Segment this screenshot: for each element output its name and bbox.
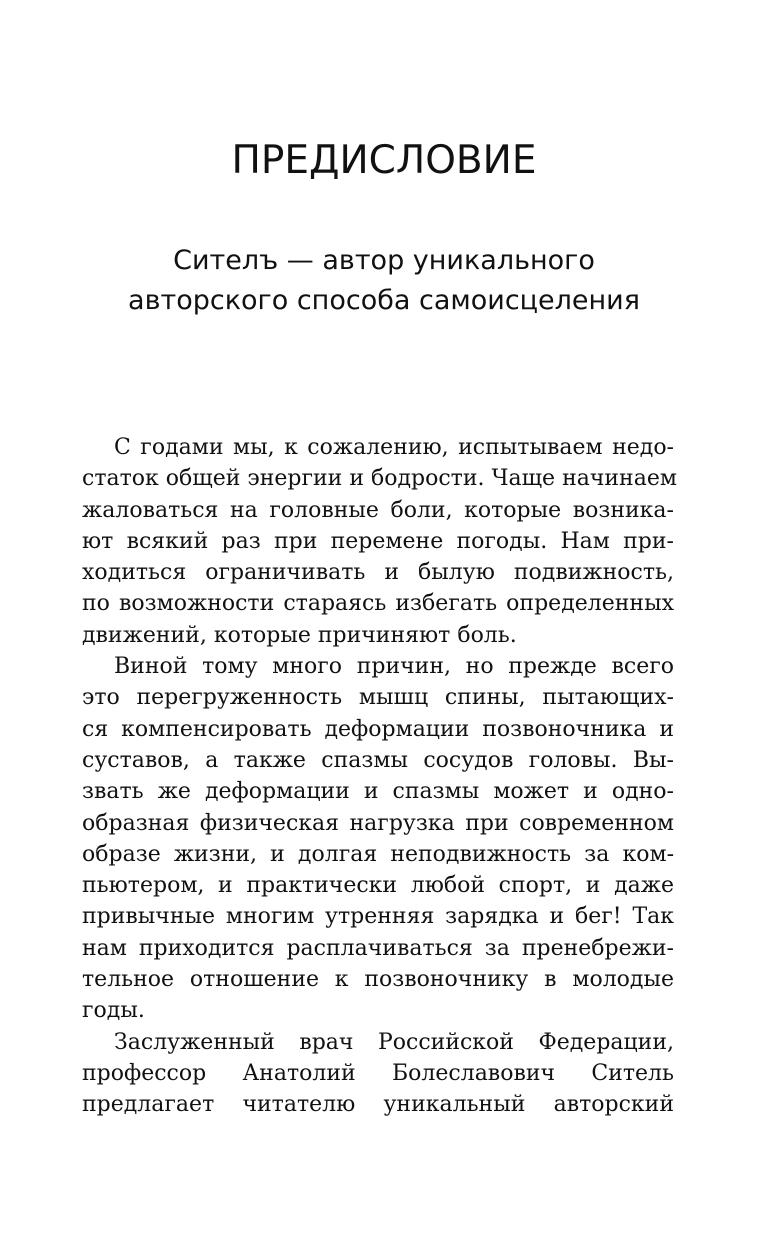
text-line: образная физическая нагрузка при современном — [82, 810, 674, 836]
text-line: ют всякий раз при перемене погоды. Нам при- — [82, 528, 674, 554]
chapter-subtitle — [0, 241, 768, 321]
text-line: предлагает читателю уникальный авторский — [82, 1092, 674, 1118]
text-line: звать же деформации и спазмы может и одно- — [82, 779, 674, 805]
text-line: статок общей энергии и бодрости. Чаще начинаем — [82, 466, 677, 492]
subtitle-line: авторского способа самоисцеления — [128, 285, 640, 316]
text-line: ходиться ограничивать и былую подвижность, — [82, 560, 674, 586]
text-line: профессор Анатолий Болеславович Ситель — [82, 1060, 674, 1086]
text-line: Заслуженный врач Российской Федерации, — [114, 1029, 674, 1055]
text-line: жаловаться на головные боли, которые возника- — [82, 497, 674, 523]
text-line: по возможности стараясь избегать определенных — [82, 591, 674, 617]
text-line: пьютером, и практически любой спорт, и даже — [82, 873, 674, 899]
subtitle-line: Сителъ — автор уникального — [173, 245, 595, 276]
body-text — [82, 432, 677, 1121]
text-line: С годами мы, к сожалению, испытываем недо- — [114, 435, 674, 460]
chapter-title: ПРЕДИСЛОВИЕ — [231, 138, 537, 183]
text-line: движений, которые причиняют боль. — [82, 622, 517, 648]
text-line: ся компенсировать деформации позвоночника и — [82, 716, 674, 742]
text-line: нам приходится расплачиваться за пренебрежи- — [82, 935, 674, 961]
text-line: образе жизни, и долгая неподвижность за ком- — [82, 841, 674, 867]
text-line: привычные многим утренняя зарядка и бег! Так — [82, 904, 674, 930]
text-line: это перегруженность мышц спины, пытающих- — [82, 685, 674, 711]
text-line: Виной тому много причин, но прежде всего — [114, 654, 674, 680]
text-line: тельное отношение к позвоночнику в молодые — [82, 967, 674, 993]
text-line: суставов, а также спазмы сосудов головы. Вы- — [82, 747, 674, 773]
text-line: годы. — [82, 998, 145, 1024]
